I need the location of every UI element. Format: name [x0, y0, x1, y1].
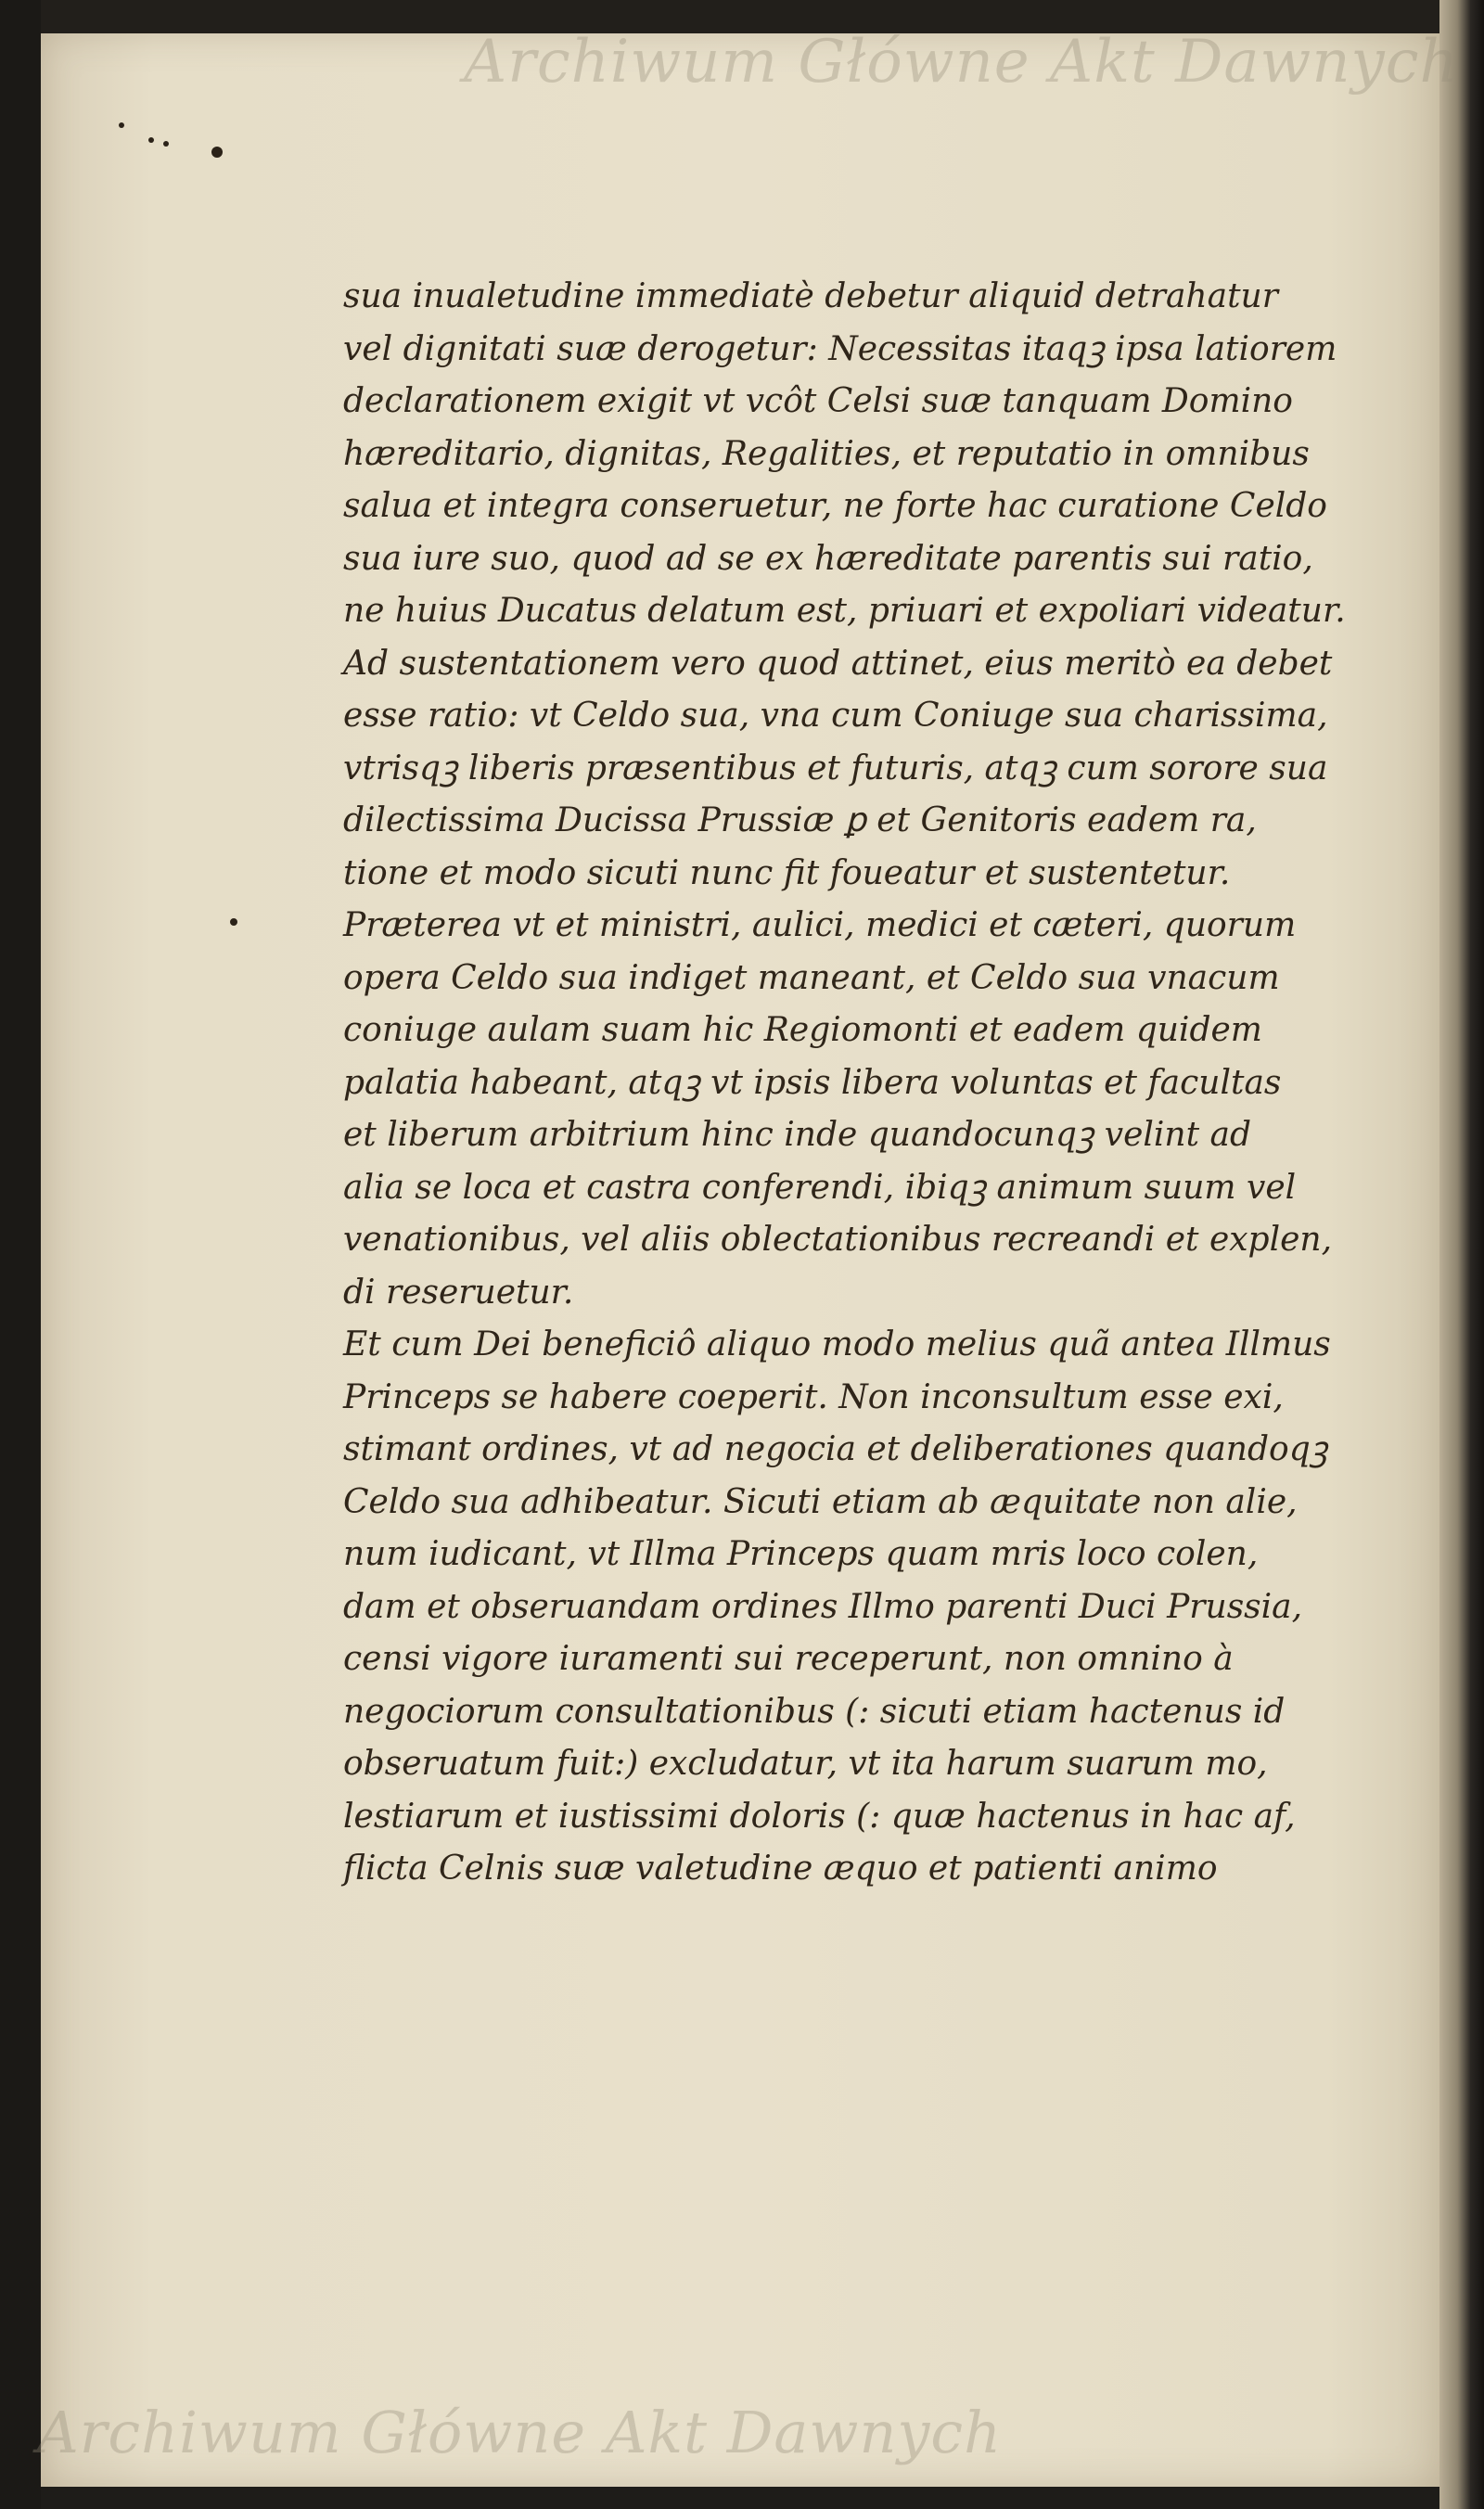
- manuscript-line: tione et modo sicuti nunc fit foueatur et sustentetur.: [343, 853, 1231, 892]
- manuscript-line: salua et integra conseruetur, ne forte hac curatione Celdo: [343, 487, 1327, 525]
- manuscript-line: vtrisqꝫ liberis præsentibus et futuris, atqꝫ cum sorore sua: [343, 749, 1328, 787]
- ink-mark: [163, 141, 169, 147]
- manuscript-line: negociorum consultationibus (: sicuti etiam hactenus id: [343, 1692, 1286, 1731]
- manuscript-line: lestiarum et iustissimi doloris (: quæ hactenus in hac af,: [343, 1797, 1296, 1836]
- manuscript-line: num iudicant, vt Illma Princeps quam mris loco colen,: [343, 1535, 1259, 1573]
- manuscript-line: et liberum arbitrium hinc inde quandocunqꝫ velint ad: [343, 1116, 1252, 1154]
- manuscript-line: esse ratio: vt Celdo sua, vna cum Coniuge sua charissima,: [343, 697, 1328, 735]
- manuscript-line: Celdo sua adhibeatur. Sicuti etiam ab æquitate non alie,: [343, 1482, 1298, 1521]
- manuscript-line: dam et obseruandam ordines Illmo parenti Duci Prussia,: [343, 1587, 1303, 1626]
- manuscript-line: sua inualetudine immediatè debetur aliquid detrahatur: [343, 277, 1278, 315]
- scan-left-border: [0, 0, 41, 2509]
- manuscript-line: Et cum Dei beneficiô aliquo modo melius quã antea Illmus: [343, 1325, 1331, 1363]
- ink-mark: [230, 918, 237, 926]
- manuscript-line: di reseruetur.: [343, 1273, 574, 1312]
- manuscript-line: obseruatum fuit:) excludatur, vt ita harum suarum mo,: [343, 1745, 1268, 1783]
- manuscript-line: dilectissima Ducissa Prussiæ ꝑ et Genitoris eadem ra,: [343, 801, 1257, 839]
- manuscript-line: Ad sustentationem vero quod attinet, eius meritò ea debet: [343, 644, 1333, 683]
- manuscript-line: flicta Celnis suæ valetudine æquo et patienti animo: [343, 1850, 1218, 1888]
- ink-mark: [119, 122, 124, 128]
- manuscript-line: sua iure suo, quod ad se ex hæreditate parentis sui ratio,: [343, 539, 1313, 578]
- manuscript-line: hæreditario, dignitas, Regalities, et reputatio in omnibus: [343, 434, 1310, 473]
- manuscript-line: palatia habeant, atqꝫ vt ipsis libera voluntas et facultas: [343, 1063, 1282, 1102]
- manuscript-line: declarationem exigit vt vcôt Celsi suæ tanquam Domino: [343, 382, 1293, 420]
- manuscript-line: stimant ordines, vt ad negocia et deliberationes quandoqꝫ: [343, 1430, 1328, 1468]
- manuscript-line: vel dignitati suæ derogetur: Necessitas itaqꝫ ipsa latiorem: [343, 329, 1337, 368]
- manuscript-line: coniuge aulam suam hic Regiomonti et eadem quidem: [343, 1011, 1262, 1049]
- manuscript-line: Præterea vt et ministri, aulici, medici et cæteri, quorum: [343, 906, 1297, 944]
- watermark-top: Archiwum Główne Akt Dawnych: [464, 28, 1459, 96]
- page-binding-edge: [1439, 0, 1484, 2509]
- manuscript-line: censi vigore iuramenti sui receperunt, non omnino à: [343, 1640, 1234, 1678]
- ink-mark: [148, 137, 154, 143]
- manuscript-line: alia se loca et castra conferendi, ibiqꝫ animum suum vel: [343, 1168, 1297, 1207]
- manuscript-line: Princeps se habere coeperit. Non inconsultum esse exi,: [343, 1377, 1284, 1416]
- watermark-bottom: Archiwum Główne Akt Dawnych: [37, 2399, 1003, 2466]
- manuscript-line: opera Celdo sua indiget maneant, et Celdo sua vnacum: [343, 958, 1280, 997]
- manuscript-text: [343, 271, 1346, 1896]
- manuscript-line: venationibus, vel aliis oblectationibus recreandi et explen,: [343, 1221, 1333, 1259]
- ink-mark: [211, 147, 223, 158]
- manuscript-line: ne huius Ducatus delatum est, priuari et expoliari videatur.: [343, 592, 1346, 630]
